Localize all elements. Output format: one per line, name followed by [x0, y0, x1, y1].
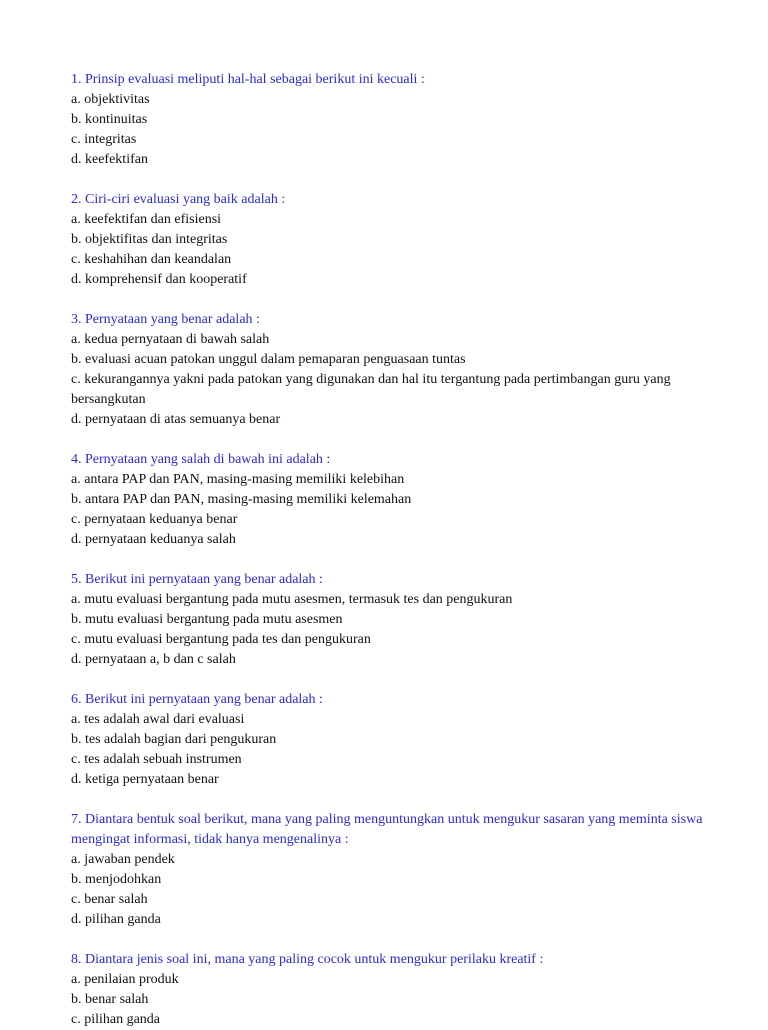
option-b: b. benar salah	[71, 992, 149, 1007]
option-c: c. integritas	[71, 132, 137, 147]
option-b: b. tes adalah bagian dari pengukuran	[71, 732, 277, 747]
option-b: b. mutu evaluasi bergantung pada mutu asesmen	[71, 612, 343, 627]
question-text: 2. Ciri-ciri evaluasi yang baik adalah :	[71, 192, 286, 207]
option-c: c. benar salah	[71, 892, 148, 907]
question-text: 4. Pernyataan yang salah di bawah ini adalah :	[71, 452, 331, 467]
option-a: a. antara PAP dan PAN, masing-masing memiliki kelebihan	[71, 472, 405, 487]
option-a: a. objektivitas	[71, 92, 150, 107]
option-d: d. keefektifan	[71, 152, 148, 167]
option-c: c. keshahihan dan keandalan	[71, 252, 232, 267]
question-text: 7. Diantara bentuk soal berikut, mana yang paling menguntungkan untuk mengukur sasaran yang meminta siswa mengingat informasi, tidak hanya mengenalinya :	[71, 812, 703, 847]
option-d: d. pernyataan a, b dan c salah	[71, 652, 236, 667]
option-a: a. tes adalah awal dari evaluasi	[71, 712, 245, 727]
question-7	[71, 810, 708, 930]
question-text: 8. Diantara jenis soal ini, mana yang paling cocok untuk mengukur perilaku kreatif :	[71, 952, 544, 967]
option-c: c. pilihan ganda	[71, 1012, 161, 1027]
question-6	[71, 690, 708, 790]
option-b: b. evaluasi acuan patokan unggul dalam pemaparan penguasaan tuntas	[71, 352, 466, 367]
option-c: c. mutu evaluasi bergantung pada tes dan pengukuran	[71, 632, 371, 647]
question-5	[71, 570, 708, 670]
option-d: d. pilihan ganda	[71, 912, 161, 927]
option-b: b. antara PAP dan PAN, masing-masing memiliki kelemahan	[71, 492, 412, 507]
option-b: b. menjodohkan	[71, 872, 162, 887]
option-a: a. mutu evaluasi bergantung pada mutu asesmen, termasuk tes dan pengukuran	[71, 592, 513, 607]
option-a: a. penilaian produk	[71, 972, 179, 987]
question-2	[71, 190, 708, 290]
question-text: 5. Berikut ini pernyataan yang benar adalah :	[71, 572, 323, 587]
question-text: 3. Pernyataan yang benar adalah :	[71, 312, 260, 327]
option-a: a. keefektifan dan efisiensi	[71, 212, 222, 227]
option-a: a. jawaban pendek	[71, 852, 175, 867]
option-d: d. ketiga pernyataan benar	[71, 772, 219, 787]
option-a: a. kedua pernyataan di bawah salah	[71, 332, 270, 347]
option-c: c. kekurangannya yakni pada patokan yang digunakan dan hal itu tergantung pada pertimbangan guru yang bersangkutan	[71, 372, 671, 407]
option-b: b. objektifitas dan integritas	[71, 232, 228, 247]
option-d: d. pernyataan keduanya salah	[71, 532, 236, 547]
question-text: 1. Prinsip evaluasi meliputi hal-hal sebagai berikut ini kecuali :	[71, 72, 425, 87]
option-d: d. komprehensif dan kooperatif	[71, 272, 247, 287]
question-text: 6. Berikut ini pernyataan yang benar adalah :	[71, 692, 323, 707]
option-c: c. tes adalah sebuah instrumen	[71, 752, 242, 767]
option-b: b. kontinuitas	[71, 112, 148, 127]
question-4	[71, 450, 708, 550]
option-d: d. pernyataan di atas semuanya benar	[71, 412, 281, 427]
option-c: c. pernyataan keduanya benar	[71, 512, 238, 527]
question-8	[71, 950, 708, 1030]
question-3	[71, 310, 708, 430]
question-1	[71, 70, 708, 170]
